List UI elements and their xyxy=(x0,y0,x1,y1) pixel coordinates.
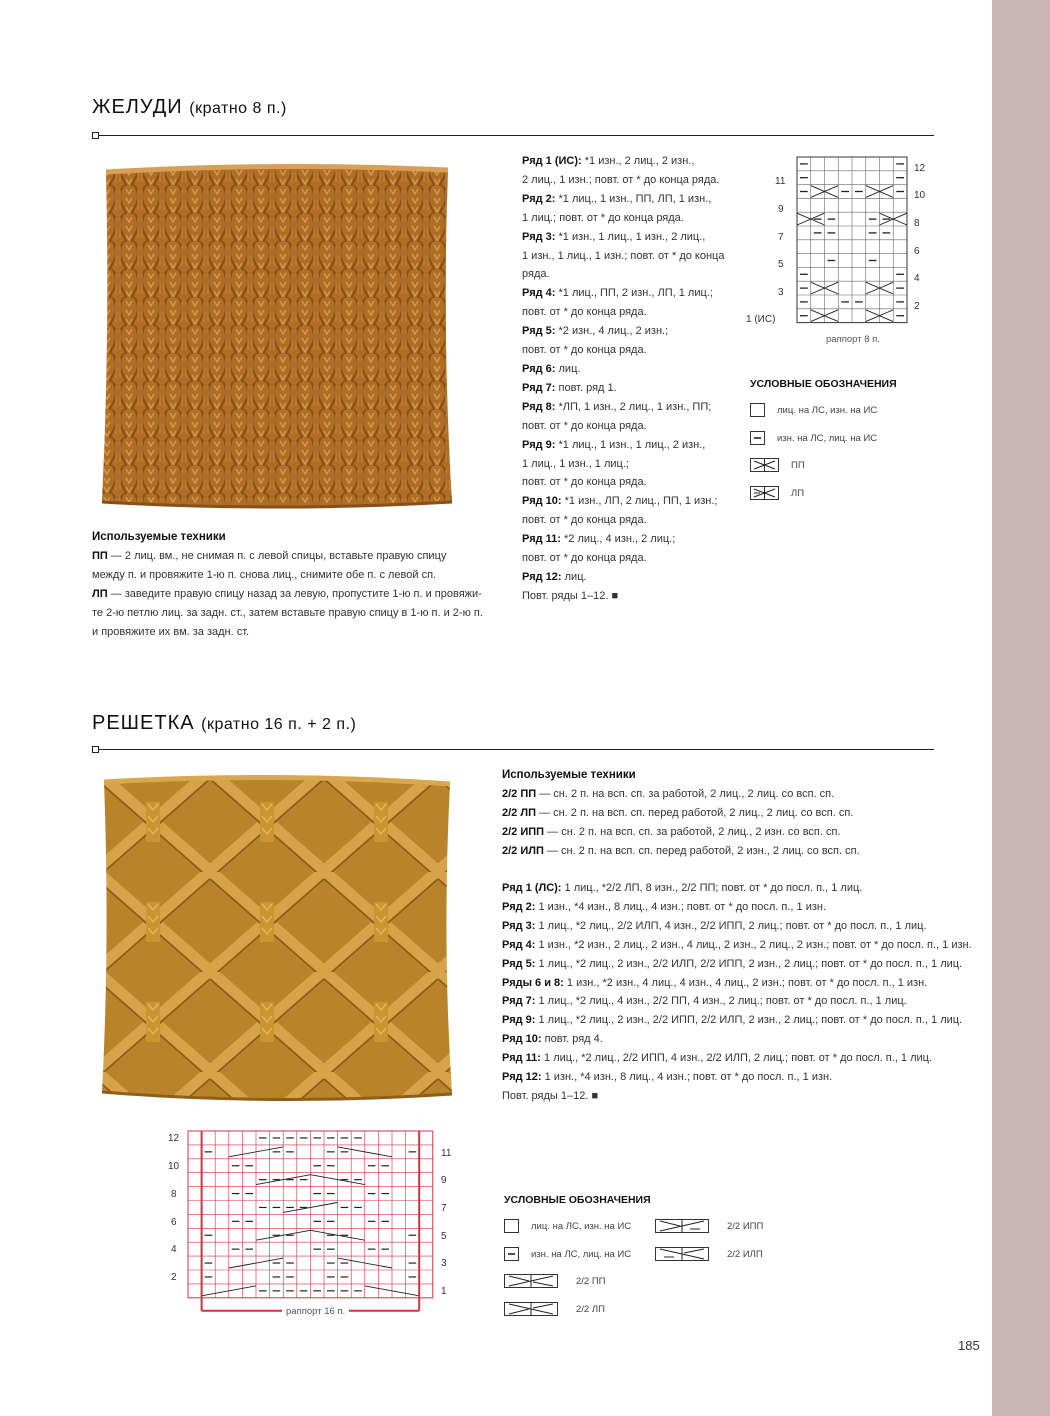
section1-rows: Ряд 1 (ИС): *1 изн., 2 лиц., 2 изн., 2 лиц., 1 изн.; повт. от * до конца ряда. Ряд 2: *1 лиц., 1 изн., ПП, ЛП, 1 изн., 1 лиц.; повт. от * до конца ряда. Ряд 3: *1 изн., 1 лиц., 1 изн., 2 лиц., 1 изн., 1 лиц., 1 изн.; повт. от * до конца ряда. Ряд 4: *1 лиц., ПП, 2 изн., ЛП, 1 лиц.; повт. от * до конца ряда. Ряд 5: *2 изн., 4 лиц., 2 изн.; повт. от * до конца ряда. Ряд 6: лиц. Ряд 7: повт. ряд 1. Ряд 8: *ЛП, 1 изн., 2 лиц., 1 изн., ПП; повт. от * до конца ряда. Ряд 9: *1 лиц., 1 изн., 1 лиц., 2 изн., 1 лиц., 1 изн., 1 лиц.; повт. от * до конца ряда. Ряд 10: *1 изн., ЛП, 2 лиц., ПП, 1 изн.; повт. от * до конца ряда. Ряд 11: *2 лиц., 4 изн., 2 лиц.; повт. от * до конца ряда. Ряд 12: лиц. Повт. ряды 1–12. ■ xyxy=(522,155,725,602)
legend1-purl: изн. на ЛС, лиц. на ИС xyxy=(750,431,877,445)
chart2-row-number: 10 xyxy=(168,1161,180,1172)
purl-symbol-icon xyxy=(504,1247,519,1261)
page-side-strip xyxy=(992,0,1050,1416)
chart1-row-number: 10 xyxy=(914,190,926,201)
section1-techniques xyxy=(92,528,483,641)
legend2-knit: лиц. на ЛС, изн. на ИС xyxy=(504,1219,631,1233)
chart1-row-number: 5 xyxy=(778,259,784,270)
section2-rule xyxy=(92,749,934,750)
chart1-caption: раппорт 8 п. xyxy=(826,334,880,345)
section1-techniques-title: Используемые техники xyxy=(92,531,226,543)
chart1-row-number: 7 xyxy=(778,232,784,243)
section2-techniques-title: Используемые техники xyxy=(502,769,636,781)
legend1-title: УСЛОВНЫЕ ОБОЗНАЧЕНИЯ xyxy=(750,378,897,390)
chart2-row-number: 2 xyxy=(171,1272,177,1283)
chart2-row-number: 1 xyxy=(441,1286,447,1297)
section1-rule-dot xyxy=(92,132,99,139)
technique-text: и провяжите их вм. за задн. ст. xyxy=(92,625,250,638)
lattice-swatch-photo xyxy=(96,772,458,1106)
legend1-pp: ПП xyxy=(750,458,805,472)
chart2-caption: раппорт 16 п. xyxy=(282,1306,349,1317)
purl-cable-left-symbol-icon xyxy=(655,1247,709,1261)
section1-subtitle: (кратно 8 п.) xyxy=(189,100,287,117)
section2-techniques: Используемые техники 2/2 ПП — сн. 2 п. на всп. сп. за работой, 2 лиц., 2 лиц. со всп. сп. 2/2 ЛП — сн. 2 п. на всп. сп. перед работой, 2 лиц., 2 лиц. со всп. сп. 2/2 ИПП — сн. 2 п. на всп. сп. за работой, 2 лиц., 2 изн. со всп. сп. 2/2 ИЛП — сн. 2 п. на всп. сп. перед работой, 2 изн., 2 лиц. со всп. сп. xyxy=(502,766,860,861)
section2-rows: Ряд 1 (ЛС): 1 лиц., *2/2 ЛП, 8 изн., 2/2 ПП; повт. от * до посл. п., 1 лиц. Ряд 2: 1 изн., *4 изн., 8 лиц., 4 изн.; повт. от * до посл. п., 1 изн. Ряд 3: 1 лиц., *2 лиц., 2/2 ИЛП, 4 изн., 2/2 ИПП, 2 лиц.; повт. от * до посл. п., 1 лиц. Ряд 4: 1 изн., *2 изн., 2 лиц., 2 изн., 4 лиц., 2 изн., 2 лиц., 2 изн.; повт. от * до посл. п., 1 изн. Ряд 5: 1 лиц., *2 лиц., 2 изн., 2/2 ИЛП, 2/2 ИПП, 2 изн., 2 лиц.; повт. от * до посл. п., 1 лиц. Ряды 6 и 8: 1 изн., *2 изн., 4 лиц., 4 изн., 4 лиц., 2 изн.; повт. от * до посл. п., 1 изн. Ряд 7: 1 лиц., *2 лиц., 4 изн., 2/2 ПП, 4 изн., 2 лиц.; повт. от * до посл. п., 1 лиц. Ряд 9: 1 лиц., *2 лиц., 2 изн., 2/2 ИПП, 2/2 ИЛП, 2 изн., 2 лиц.; повт. от * до посл. п., 1 лиц. Ряд 10: повт. ряд 4. Ряд 11: 1 лиц., *2 лиц., 2/2 ИПП, 4 изн., 2/2 ИЛП, 2 лиц.; повт. от * до посл. п., 1 лиц. Ряд 12: 1 изн., *4 изн., 8 лиц., 4 изн.; повт. от * до посл. п., 1 изн. Повт. ряды 1–12. ■ xyxy=(502,882,972,1102)
section2-rule-dot xyxy=(92,746,99,753)
chart2-row-number: 12 xyxy=(168,1133,180,1144)
knit-symbol-icon xyxy=(504,1219,519,1233)
technique-text: — заведите правую спицу назад за левую, пропустите 1-ю п. и провяжи- xyxy=(110,587,482,600)
section1-title-text: ЖЕЛУДИ xyxy=(92,96,183,118)
cable-right-symbol-icon xyxy=(504,1274,558,1288)
legend1-lp: ЛП xyxy=(750,486,804,500)
chart1-row-number: 6 xyxy=(914,246,920,257)
chart2-row-number: 8 xyxy=(171,1189,177,1200)
cable-left-symbol-icon xyxy=(504,1302,558,1316)
page-number: 185 xyxy=(958,1338,980,1353)
purl-cable-right-symbol-icon xyxy=(655,1219,709,1233)
acorn-chart xyxy=(796,156,908,324)
chart1-row-number: 12 xyxy=(914,163,926,174)
right-cross-symbol-icon xyxy=(750,458,779,472)
technique-abbr: ЛП xyxy=(92,587,108,600)
section1-title xyxy=(92,96,287,119)
chart1-row-number: 1 (ИС) xyxy=(746,314,776,325)
lattice-chart xyxy=(186,1128,436,1320)
technique-text: те 2-ю петлю лиц. за задн. ст., затем вставьте правую спицу в 1-ю п. и 2-ю п. xyxy=(92,606,483,619)
legend2-title: УСЛОВНЫЕ ОБОЗНАЧЕНИЯ xyxy=(504,1194,651,1206)
technique-text: между п. и провяжите 1-ю п. снова лиц., снимите обе п. с левой сп. xyxy=(92,568,437,581)
chart2-row-number: 3 xyxy=(441,1258,447,1269)
legend2-2-2-lp: 2/2 ЛП xyxy=(504,1302,605,1316)
chart1-row-number: 8 xyxy=(914,218,920,229)
purl-symbol-icon xyxy=(750,431,765,445)
chart1-row-number: 3 xyxy=(778,287,784,298)
technique-text: — 2 лиц. вм., не снимая п. с левой спицы, вставьте правую спицу xyxy=(110,549,447,562)
chart2-row-number: 11 xyxy=(441,1148,452,1159)
acorn-swatch-photo xyxy=(96,158,458,514)
knit-symbol-icon xyxy=(750,403,765,417)
chart1-row-number: 2 xyxy=(914,301,920,312)
chart2-row-number: 5 xyxy=(441,1231,447,1242)
legend2-2-2-ipp: 2/2 ИПП xyxy=(655,1219,763,1233)
legend2-2-2-pp: 2/2 ПП xyxy=(504,1274,606,1288)
legend2-purl: изн. на ЛС, лиц. на ИС xyxy=(504,1247,631,1261)
chart1-row-number: 11 xyxy=(775,176,786,187)
chart2-row-number: 9 xyxy=(441,1175,447,1186)
chart1-row-number: 4 xyxy=(914,273,920,284)
left-cross-symbol-icon xyxy=(750,486,779,500)
chart2-row-number: 4 xyxy=(171,1244,177,1255)
section2-title xyxy=(92,712,356,735)
chart2-row-number: 7 xyxy=(441,1203,447,1214)
chart2-row-number: 6 xyxy=(171,1217,177,1228)
section2-subtitle: (кратно 16 п. + 2 п.) xyxy=(201,716,357,733)
section1-rule xyxy=(92,135,934,136)
technique-abbr: ПП xyxy=(92,549,108,562)
legend2-2-2-ilp: 2/2 ИЛП xyxy=(655,1247,763,1261)
section2-title-text: РЕШЕТКА xyxy=(92,712,195,734)
legend1-knit: лиц. на ЛС, изн. на ИС xyxy=(750,403,877,417)
chart1-row-number: 9 xyxy=(778,204,784,215)
